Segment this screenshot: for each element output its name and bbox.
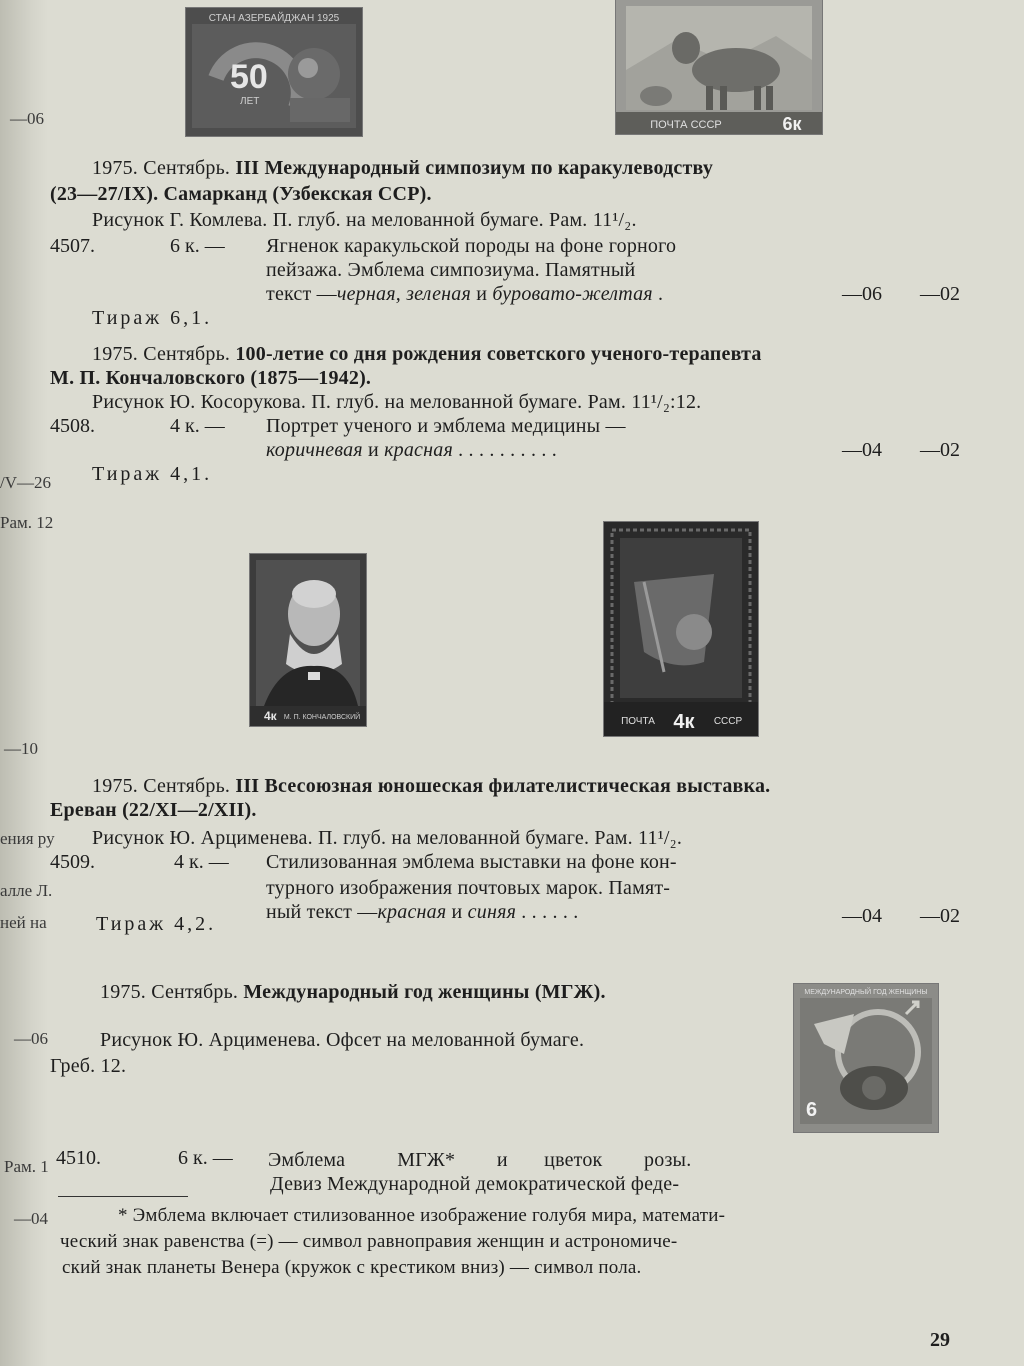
color-names: буровато-желтая (492, 283, 653, 305)
entry-4507-price-used: —02 (920, 283, 960, 305)
entry-4509-title-line-1 (92, 774, 770, 798)
stamp-exhibition-graphic (604, 522, 758, 736)
entry-4507-value: 6 к. — (170, 235, 225, 257)
conjunction: и (362, 439, 385, 461)
svg-text:4к: 4к (673, 711, 695, 733)
page-number: 29 (930, 1329, 950, 1351)
entry-4508-value: 4 к. — (170, 415, 225, 437)
entry-4509-title-line-2: Ереван (22/XI—2/XII). (50, 799, 257, 821)
entry-4508-number: 4508. (50, 415, 95, 437)
entry-4510-value: 6 к. — (178, 1147, 233, 1169)
entry-4507-desc-3 (266, 282, 663, 306)
stamp-portrait-image (250, 554, 366, 726)
leader-dots: . (652, 283, 664, 305)
entry-title: III Международный симпозиум по каракулеводству (235, 157, 714, 179)
entry-4509-number: 4509. (50, 851, 95, 873)
entry-4509-desc-3 (266, 900, 578, 924)
svg-text:50: 50 (230, 58, 268, 96)
stamp-portrait-graphic (250, 554, 366, 726)
entry-4509-value: 4 к. — (174, 851, 229, 873)
color-names: коричневая (266, 439, 363, 461)
entry-4508-title-line-2: М. П. Кончаловского (1875—1942). (50, 367, 372, 389)
entry-4509-price-mint: —04 (842, 905, 882, 927)
svg-text:ПОЧТА СССР: ПОЧТА СССР (650, 119, 722, 131)
entry-4507-drawing: Рисунок Г. Комлева. П. глуб. на мелованной бумаге. Рам. 11¹/₂. (92, 209, 637, 231)
gutter-fragment: ения ру (0, 829, 55, 848)
color-names: красная (384, 439, 453, 461)
entry-title: Международный год женщины (МГЖ). (243, 981, 606, 1003)
footnote-line-3: ский знак планеты Венера (кружок с крестиком вниз) — символ пола. (62, 1257, 642, 1278)
gutter-fragment: ней на (0, 913, 47, 932)
entry-4509-desc-1: Стилизованная эмблема выставки на фоне кон- (266, 851, 677, 873)
gutter-fragment: алле Л. (0, 881, 53, 900)
entry-4510-desc-1: Эмблема МГЖ* и цветок розы. (268, 1149, 692, 1171)
entry-4507-number: 4507. (50, 235, 95, 257)
svg-text:ЛЕТ: ЛЕТ (240, 96, 260, 107)
entry-4509-price-used: —02 (920, 905, 960, 927)
stamp-exhibition-image (604, 522, 758, 736)
entry-date: 1975. Сентябрь. (92, 157, 236, 179)
entry-4507-title-line-2: (23—27/IX). Самарканд (Узбекская ССР). (50, 183, 432, 205)
svg-text:МЕЖДУНАРОДНЫЙ ГОД ЖЕНЩИНЫ: МЕЖДУНАРОДНЫЙ ГОД ЖЕНЩИНЫ (804, 989, 928, 996)
svg-text:ПОЧТА: ПОЧТА (621, 716, 655, 727)
svg-text:6: 6 (806, 1099, 818, 1121)
entry-title: III Всесоюзная юношеская филателистическая выставка. (235, 775, 771, 797)
stamp-lamb-image (616, 0, 822, 134)
entry-title: 100-летие со дня рождения советского ученого-терапевта (235, 343, 762, 365)
footnote-line-2: ческий знак равенства (=) — символ равноправия женщин и астрономиче- (60, 1231, 678, 1252)
stamp-womens-year-graphic (794, 984, 938, 1132)
gutter-fragment: —06 (10, 109, 44, 128)
gutter-fragment: —06 (14, 1029, 48, 1048)
entry-4507-print-run: Тираж 6,1. (92, 307, 213, 329)
gutter-fragment: —10 (4, 739, 38, 758)
stamp-50-years-graphic (186, 8, 362, 136)
gutter-fragment: Рам. 12 (0, 513, 54, 532)
entry-4509-desc-2: турного изображения почтовых марок. Памят- (266, 877, 671, 899)
entry-4509-print-run: Тираж 4,2. (96, 913, 217, 935)
gutter-fragment: —04 (14, 1209, 48, 1228)
desc-text: ный текст — (266, 901, 378, 923)
entry-4510-title-line-1 (100, 980, 606, 1004)
conjunction: и (446, 901, 468, 923)
entry-4510-desc-2: Девиз Международной демократической феде- (270, 1173, 680, 1195)
svg-text:СТАН АЗЕРБАЙДЖАН 1925: СТАН АЗЕРБАЙДЖАН 1925 (208, 13, 340, 24)
color-names: красная (377, 901, 447, 923)
stamp-50-years-image (186, 8, 362, 136)
leader-dots: . . . . . . . . . . (452, 439, 557, 461)
entry-4507-desc-2: пейзажа. Эмблема симпозиума. Памятный (266, 259, 636, 281)
entry-4508-desc-1: Портрет ученого и эмблема медицины — (266, 415, 626, 437)
footnote-rule (58, 1196, 188, 1197)
leader-dots: . . . . . . (516, 901, 579, 923)
footnote-line-1: * Эмблема включает стилизованное изображение голубя мира, математи- (118, 1205, 726, 1226)
desc-text: текст — (266, 283, 337, 305)
entry-4507-price-mint: —06 (842, 283, 882, 305)
entry-4510-drawing-2: Греб. 12. (50, 1055, 127, 1077)
stamp-lamb-graphic (616, 0, 822, 134)
entry-date: 1975. Сентябрь. (92, 775, 236, 797)
entry-4510-number: 4510. (56, 1147, 101, 1169)
conjunction: и (471, 283, 493, 305)
entry-4508-desc-2 (266, 438, 557, 462)
entry-4507-desc-1: Ягненок каракульской породы на фоне горного (266, 235, 677, 257)
svg-text:4к: 4к (264, 709, 277, 723)
gutter-fragment: Рам. 1 (4, 1157, 49, 1176)
stamp-womens-year-image (794, 984, 938, 1132)
entry-4508-title-line-1 (92, 342, 762, 366)
entry-4508-price-mint: —04 (842, 439, 882, 461)
entry-4509-drawing: Рисунок Ю. Арцименева. П. глуб. на мелованной бумаге. Рам. 11¹/₂. (92, 827, 683, 849)
gutter-fragment: /V—26 (0, 473, 51, 492)
color-names: синяя (467, 901, 517, 923)
entry-4510-drawing-1: Рисунок Ю. Арцименева. Офсет на мелованной бумаге. (100, 1029, 585, 1051)
svg-text:М. П. КОНЧАЛОВСКИЙ: М. П. КОНЧАЛОВСКИЙ (283, 714, 361, 721)
svg-text:6к: 6к (782, 114, 802, 134)
entry-4508-price-used: —02 (920, 439, 960, 461)
entry-4508-print-run: Тираж 4,1. (92, 463, 213, 485)
entry-4508-drawing: Рисунок Ю. Косорукова. П. глуб. на мелованной бумаге. Рам. 11¹/₂:12. (92, 391, 702, 413)
entry-4507-title-line-1 (92, 156, 713, 180)
entry-date: 1975. Сентябрь. (100, 981, 244, 1003)
svg-text:СССР: СССР (713, 716, 743, 727)
color-names: черная, зеленая (336, 283, 471, 305)
entry-date: 1975. Сентябрь. (92, 343, 236, 365)
